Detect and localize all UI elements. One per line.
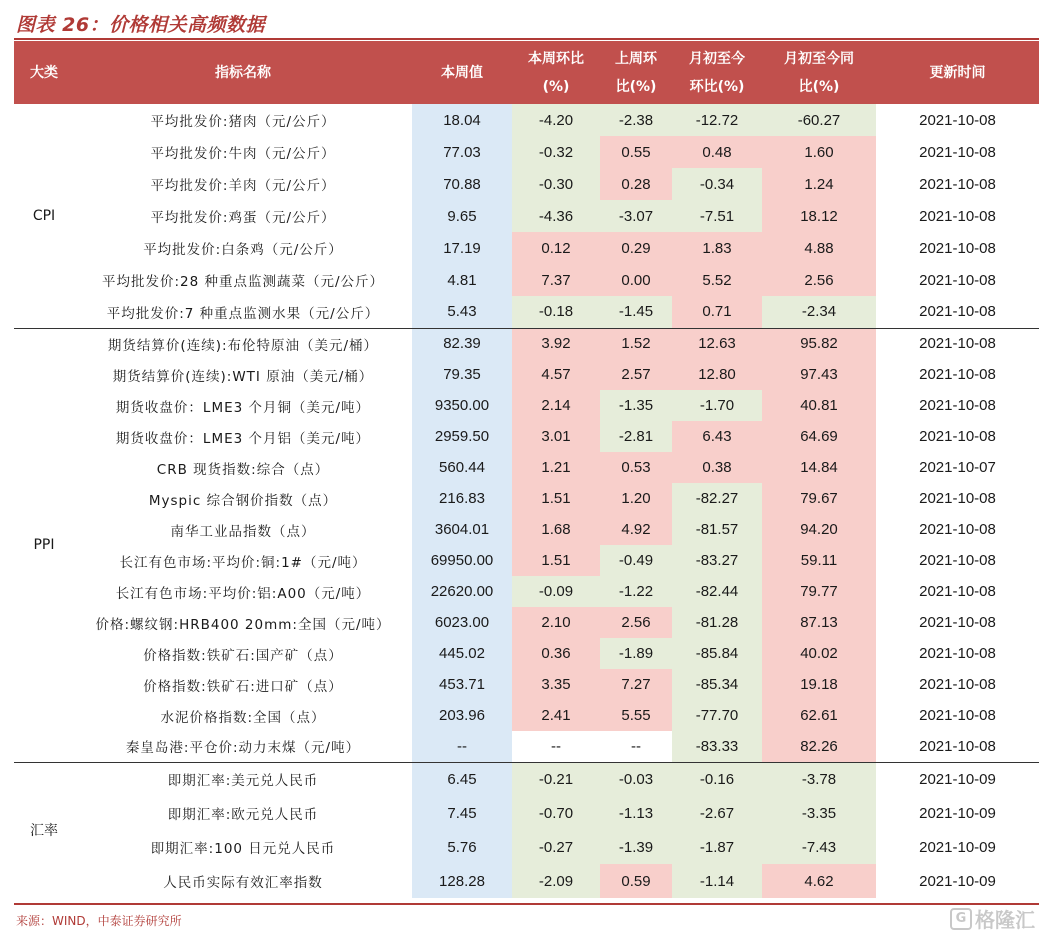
prev-wow-change-cell: 0.53	[600, 452, 672, 483]
wow-change-cell: 1.68	[512, 514, 600, 545]
table-row	[14, 296, 1039, 328]
mtd-yoy-change-cell: 64.69	[762, 421, 876, 452]
indicator-name-cell: 平均批发价:白条鸡（元/公斤）	[143, 242, 343, 258]
source-note: 来源：WIND，中泰证券研究所	[16, 914, 182, 928]
prev-wow-change-cell: 0.28	[600, 168, 672, 200]
table-row	[14, 104, 1039, 136]
table-row	[14, 452, 1039, 483]
update-date-cell: 2021-10-08	[919, 737, 996, 755]
current-value-cell: 453.71	[412, 669, 512, 700]
category-cell: 汇率	[14, 762, 74, 898]
watermark-logo-icon: G	[950, 908, 972, 930]
wow-change-cell: 1.51	[512, 545, 600, 576]
table-row	[14, 796, 1039, 830]
mtd-yoy-change-cell: 14.84	[762, 452, 876, 483]
table-row	[14, 390, 1039, 421]
prev-wow-change-cell: -1.89	[600, 638, 672, 669]
table-row	[14, 328, 1039, 359]
header-value: 本周值	[412, 41, 512, 104]
mtd-yoy-change-cell: 4.88	[762, 232, 876, 264]
wow-change-cell: 3.92	[512, 328, 600, 359]
mtd-change-cell: 12.63	[672, 328, 762, 359]
indicator-name-cell: 人民币实际有效汇率指数	[163, 875, 323, 891]
table-row	[14, 638, 1039, 669]
prev-wow-change-cell: -1.13	[600, 796, 672, 830]
prev-wow-change-cell: -1.39	[600, 830, 672, 864]
figure-title: 图表 26：价格相关高频数据	[16, 14, 266, 36]
mtd-change-cell: -85.34	[672, 669, 762, 700]
prev-wow-change-cell: 1.20	[600, 483, 672, 514]
mtd-change-cell: -1.70	[672, 390, 762, 421]
mtd-change-cell: -1.87	[672, 830, 762, 864]
wow-change-cell: 2.41	[512, 700, 600, 731]
indicator-name-cell: 长江有色市场:平均价:铜:1#（元/吨）	[119, 554, 367, 571]
update-date-cell: 2021-10-08	[919, 175, 996, 193]
table-row	[14, 607, 1039, 638]
current-value-cell: 6023.00	[412, 607, 512, 638]
mtd-yoy-change-cell: -60.27	[762, 104, 876, 136]
indicator-name-cell: 期货收盘价：LME3 个月铜（美元/吨）	[115, 399, 371, 416]
wow-change-cell: 1.21	[512, 452, 600, 483]
indicator-name-cell: 秦皇岛港:平仓价:动力末煤（元/吨）	[125, 740, 361, 757]
indicator-name-cell: 平均批发价:羊肉（元/公斤）	[150, 178, 336, 194]
prev-wow-change-cell: 5.55	[600, 700, 672, 731]
current-value-cell: 82.39	[412, 328, 512, 359]
indicator-name-cell: 平均批发价:28 种重点监测蔬菜（元/公斤）	[101, 274, 385, 290]
wow-change-cell: 0.36	[512, 638, 600, 669]
prev-wow-change-cell: 0.00	[600, 264, 672, 296]
current-value-cell: 445.02	[412, 638, 512, 669]
table-row	[14, 514, 1039, 545]
mtd-change-cell: -77.70	[672, 700, 762, 731]
mtd-change-cell: -83.33	[672, 731, 762, 762]
wow-change-cell: -0.21	[512, 762, 600, 796]
prev-wow-change-cell: -1.35	[600, 390, 672, 421]
indicator-name-cell: CRB 现货指数:综合（点）	[156, 461, 330, 478]
current-value-cell: 18.04	[412, 104, 512, 136]
indicator-name-cell: 期货结算价(连续):布伦特原油（美元/桶）	[74, 328, 412, 359]
header-mtd: 月初至今 环比(%)	[672, 41, 762, 104]
table-row	[14, 200, 1039, 232]
current-value-cell: 79.35	[412, 359, 512, 390]
mtd-change-cell: 5.52	[672, 264, 762, 296]
header-updated: 更新时间	[876, 41, 1039, 104]
footer-rule	[14, 903, 1039, 905]
mtd-change-cell: -82.44	[672, 576, 762, 607]
mtd-yoy-change-cell: 40.02	[762, 638, 876, 669]
wow-change-cell: 7.37	[512, 264, 600, 296]
update-date-cell: 2021-10-08	[919, 614, 996, 631]
current-value-cell: --	[412, 731, 512, 762]
table-row	[14, 359, 1039, 390]
update-date-cell: 2021-10-08	[919, 490, 996, 507]
wow-change-cell: -2.09	[512, 864, 600, 898]
current-value-cell: 77.03	[412, 136, 512, 168]
prev-wow-change-cell: 2.56	[600, 607, 672, 638]
mtd-change-cell: -81.57	[672, 514, 762, 545]
indicator-name-cell: 水泥价格指数:全国（点）	[160, 709, 326, 726]
update-date-cell: 2021-10-08	[919, 207, 996, 225]
wow-change-cell: 0.12	[512, 232, 600, 264]
prev-wow-change-cell: -2.38	[600, 104, 672, 136]
table-row	[14, 700, 1039, 731]
wow-change-cell: 4.57	[512, 359, 600, 390]
wow-change-cell: -0.30	[512, 168, 600, 200]
update-date-cell: 2021-10-08	[919, 239, 996, 257]
table-row	[14, 762, 1039, 796]
current-value-cell: 7.45	[412, 796, 512, 830]
update-date-cell: 2021-10-08	[919, 583, 996, 600]
indicator-name-cell: 平均批发价:7 种重点监测水果（元/公斤）	[106, 305, 380, 322]
prev-wow-change-cell: -1.22	[600, 576, 672, 607]
mtd-yoy-change-cell: 82.26	[762, 731, 876, 762]
table-row	[14, 264, 1039, 296]
table-header-row	[14, 41, 1039, 104]
mtd-change-cell: -0.16	[672, 762, 762, 796]
update-date-cell: 2021-10-09	[919, 804, 996, 822]
header-mtd-yoy: 月初至今同 比(%)	[762, 41, 876, 104]
prev-wow-change-cell: -2.81	[600, 421, 672, 452]
current-value-cell: 3604.01	[412, 514, 512, 545]
header-category: 大类	[14, 41, 74, 104]
wow-change-cell: 2.14	[512, 390, 600, 421]
mtd-change-cell: 0.38	[672, 452, 762, 483]
mtd-change-cell: -2.67	[672, 796, 762, 830]
header-prev-wow: 上周环 比(%)	[600, 41, 672, 104]
prev-wow-change-cell: 1.52	[600, 328, 672, 359]
table-row	[14, 421, 1039, 452]
mtd-change-cell: 6.43	[672, 421, 762, 452]
prev-wow-change-cell: 0.29	[600, 232, 672, 264]
mtd-yoy-change-cell: 2.56	[762, 264, 876, 296]
table-row	[14, 864, 1039, 898]
table-row	[14, 576, 1039, 607]
watermark	[950, 904, 1035, 933]
indicator-name-cell: 价格指数:铁矿石:进口矿（点）	[143, 678, 343, 695]
table-row	[14, 483, 1039, 514]
mtd-yoy-change-cell: 4.62	[762, 864, 876, 898]
prev-wow-change-cell: --	[600, 731, 672, 762]
current-value-cell: 203.96	[412, 700, 512, 731]
mtd-change-cell: 1.83	[672, 232, 762, 264]
table-row	[14, 168, 1039, 200]
mtd-yoy-change-cell: 62.61	[762, 700, 876, 731]
indicator-name-cell: 平均批发价:猪肉（元/公斤）	[150, 114, 336, 130]
current-value-cell: 6.45	[412, 762, 512, 796]
wow-change-cell: 3.01	[512, 421, 600, 452]
wow-change-cell: -4.36	[512, 200, 600, 232]
current-value-cell: 9350.00	[412, 390, 512, 421]
mtd-change-cell: -12.72	[672, 104, 762, 136]
update-date-cell: 2021-10-08	[919, 303, 996, 321]
current-value-cell: 5.76	[412, 830, 512, 864]
mtd-change-cell: -85.84	[672, 638, 762, 669]
mtd-yoy-change-cell: 79.67	[762, 483, 876, 514]
mtd-yoy-change-cell: -3.35	[762, 796, 876, 830]
update-date-cell: 2021-10-09	[919, 872, 996, 890]
current-value-cell: 560.44	[412, 452, 512, 483]
mtd-yoy-change-cell: 19.18	[762, 669, 876, 700]
update-date-cell: 2021-10-08	[919, 521, 996, 538]
wow-change-cell: 2.10	[512, 607, 600, 638]
table-row	[14, 731, 1039, 762]
mtd-yoy-change-cell: -7.43	[762, 830, 876, 864]
indicator-name-cell: 价格指数:铁矿石:国产矿（点）	[143, 647, 343, 664]
mtd-yoy-change-cell: 87.13	[762, 607, 876, 638]
current-value-cell: 22620.00	[412, 576, 512, 607]
prev-wow-change-cell: 0.55	[600, 136, 672, 168]
wow-change-cell: -0.27	[512, 830, 600, 864]
indicator-name-cell: 即期汇率:欧元兑人民币	[167, 807, 319, 823]
prev-wow-change-cell: 7.27	[600, 669, 672, 700]
update-date-cell: 2021-10-08	[919, 143, 996, 161]
wow-change-cell: -0.09	[512, 576, 600, 607]
indicator-name-cell: 平均批发价:牛肉（元/公斤）	[150, 146, 336, 162]
current-value-cell: 70.88	[412, 168, 512, 200]
indicator-name-cell: 即期汇率:美元兑人民币	[74, 762, 412, 796]
update-date-cell: 2021-10-08	[919, 271, 996, 289]
current-value-cell: 4.81	[412, 264, 512, 296]
price-data-table	[14, 41, 1039, 898]
header-wow: 本周环比 (%)	[512, 41, 600, 104]
update-date-cell: 2021-10-08	[919, 111, 996, 129]
current-value-cell: 216.83	[412, 483, 512, 514]
mtd-yoy-change-cell: 94.20	[762, 514, 876, 545]
wow-change-cell: --	[512, 731, 600, 762]
table-body	[14, 104, 1039, 898]
indicator-name-cell: 价格:螺纹钢:HRB400 20mm:全国（元/吨）	[95, 616, 391, 633]
prev-wow-change-cell: -0.49	[600, 545, 672, 576]
category-cell: PPI	[14, 328, 74, 762]
prev-wow-change-cell: 2.57	[600, 359, 672, 390]
wow-change-cell: -0.70	[512, 796, 600, 830]
prev-wow-change-cell: -1.45	[600, 296, 672, 328]
current-value-cell: 5.43	[412, 296, 512, 328]
current-value-cell: 17.19	[412, 232, 512, 264]
wow-change-cell: 1.51	[512, 483, 600, 514]
mtd-change-cell: -7.51	[672, 200, 762, 232]
mtd-change-cell: 12.80	[672, 359, 762, 390]
update-date-cell: 2021-10-08	[919, 645, 996, 662]
mtd-yoy-change-cell: -2.34	[762, 296, 876, 328]
update-date-cell: 2021-10-09	[919, 838, 996, 856]
current-value-cell: 9.65	[412, 200, 512, 232]
wow-change-cell: -0.32	[512, 136, 600, 168]
indicator-name-cell: Myspic 综合钢价指数（点）	[148, 492, 338, 509]
mtd-change-cell: -81.28	[672, 607, 762, 638]
mtd-change-cell: -0.34	[672, 168, 762, 200]
indicator-name-cell: 即期汇率:100 日元兑人民币	[150, 841, 336, 857]
mtd-yoy-change-cell: 95.82	[762, 328, 876, 359]
prev-wow-change-cell: 4.92	[600, 514, 672, 545]
update-date-cell: 2021-10-08	[919, 552, 996, 569]
mtd-yoy-change-cell: 1.24	[762, 168, 876, 200]
watermark-text: 格隆汇	[975, 908, 1035, 932]
mtd-yoy-change-cell: 59.11	[762, 545, 876, 576]
mtd-change-cell: 0.71	[672, 296, 762, 328]
title-rule	[14, 38, 1039, 40]
prev-wow-change-cell: 0.59	[600, 864, 672, 898]
mtd-change-cell: 0.48	[672, 136, 762, 168]
table-row	[14, 669, 1039, 700]
mtd-yoy-change-cell: 1.60	[762, 136, 876, 168]
mtd-change-cell: -1.14	[672, 864, 762, 898]
indicator-name-cell: 平均批发价:鸡蛋（元/公斤）	[150, 210, 336, 226]
category-cell: CPI	[32, 207, 56, 224]
mtd-yoy-change-cell: 40.81	[762, 390, 876, 421]
indicator-name-cell: 长江有色市场:平均价:铝:A00（元/吨）	[115, 585, 371, 602]
update-date-cell: 2021-10-08	[919, 397, 996, 414]
update-date-cell: 2021-10-08	[876, 328, 1039, 359]
mtd-change-cell: -83.27	[672, 545, 762, 576]
update-date-cell: 2021-10-08	[919, 676, 996, 693]
mtd-yoy-change-cell: 97.43	[762, 359, 876, 390]
table-row	[14, 545, 1039, 576]
update-date-cell: 2021-10-09	[876, 762, 1039, 796]
current-value-cell: 2959.50	[412, 421, 512, 452]
prev-wow-change-cell: -3.07	[600, 200, 672, 232]
update-date-cell: 2021-10-08	[919, 707, 996, 724]
mtd-yoy-change-cell: -3.78	[762, 762, 876, 796]
wow-change-cell: -4.20	[512, 104, 600, 136]
update-date-cell: 2021-10-07	[919, 459, 996, 476]
current-value-cell: 128.28	[412, 864, 512, 898]
header-indicator: 指标名称	[74, 41, 412, 104]
indicator-name-cell: 期货收盘价：LME3 个月铝（美元/吨）	[115, 430, 371, 447]
mtd-yoy-change-cell: 79.77	[762, 576, 876, 607]
update-date-cell: 2021-10-08	[919, 428, 996, 445]
mtd-yoy-change-cell: 18.12	[762, 200, 876, 232]
indicator-name-cell: 南华工业品指数（点）	[170, 523, 316, 540]
table-row	[14, 232, 1039, 264]
mtd-change-cell: -82.27	[672, 483, 762, 514]
indicator-name-cell: 期货结算价(连续):WTI 原油（美元/桶）	[112, 368, 374, 385]
current-value-cell: 69950.00	[412, 545, 512, 576]
wow-change-cell: 3.35	[512, 669, 600, 700]
update-date-cell: 2021-10-08	[919, 366, 996, 383]
prev-wow-change-cell: -0.03	[600, 762, 672, 796]
table-row	[14, 830, 1039, 864]
wow-change-cell: -0.18	[512, 296, 600, 328]
table-row	[14, 136, 1039, 168]
